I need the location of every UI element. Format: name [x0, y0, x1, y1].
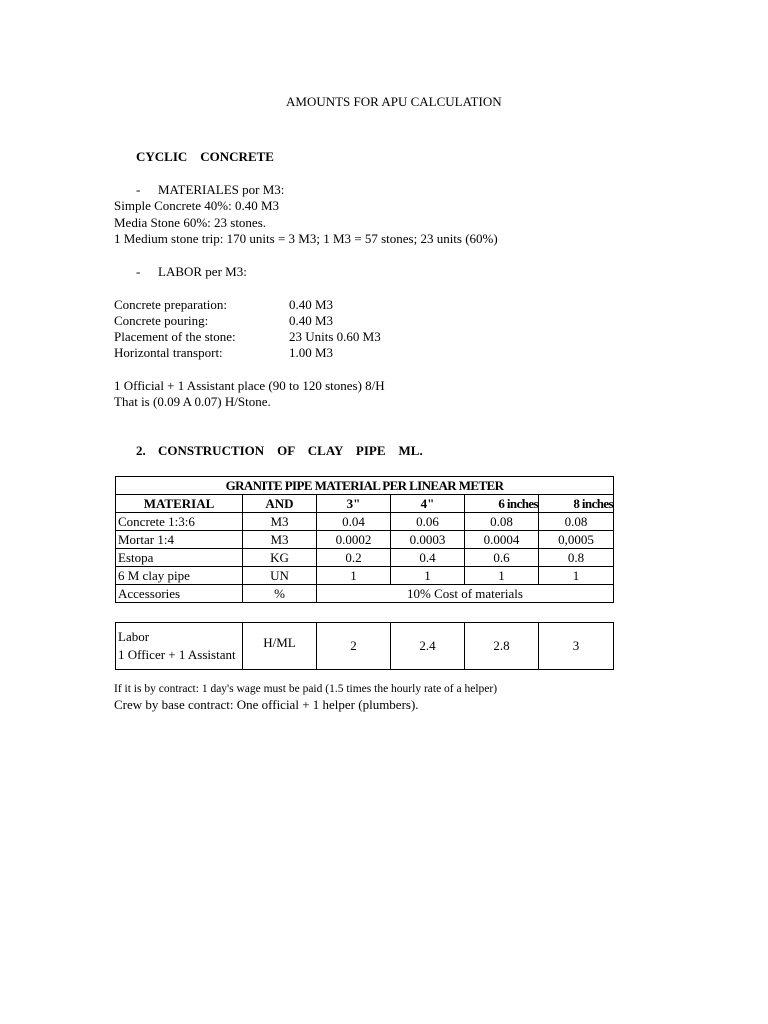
labor-item-name: Horizontal transport: [114, 345, 223, 360]
materials-line: Media Stone 60%: 23 stones. [114, 215, 267, 230]
table-row [116, 513, 614, 531]
header-cell: MATERIAL [116, 495, 243, 513]
materials-line: Simple Concrete 40%: 0.40 M3 [114, 198, 280, 213]
header-cell: 6 inches [465, 495, 539, 513]
table-cell: 0,0005 [539, 531, 614, 549]
header-cell: 3" [317, 495, 391, 513]
labor-item-name: Concrete preparation: [114, 297, 227, 312]
section-number: 2. [136, 443, 146, 458]
table-cell: 0.0002 [317, 531, 391, 549]
material-table-header-row [116, 495, 614, 513]
table-cell: 1 [465, 567, 539, 585]
table-cell: 1 [317, 567, 391, 585]
crew-note: Crew by base contract: One official + 1 helper (plumbers). [114, 697, 419, 712]
note-line: That is (0.09 A 0.07) H/Stone. [114, 394, 271, 409]
labor-label-line: Labor [118, 629, 150, 644]
note-line: 1 Official + 1 Assistant place (90 to 120 stones) 8/H [114, 378, 385, 393]
labor-value-cell: 2.8 [465, 623, 539, 670]
labor-label-line: 1 Officer + 1 Assistant [118, 647, 236, 662]
labor-item-value: 1.00 M3 [289, 345, 334, 360]
materials-bullet: - [136, 182, 141, 197]
labor-item-value: 0.40 M3 [289, 313, 334, 328]
labor-value-cell: 2 [317, 623, 391, 670]
table-cell: 0.2 [317, 549, 391, 567]
table-row-accessories [116, 585, 614, 603]
labor-table [115, 622, 614, 670]
header-cell: AND [243, 495, 317, 513]
section-heading-clay-pipe: CONSTRUCTION OF CLAY PIPE ML. [158, 443, 423, 458]
table-cell: Estopa [116, 549, 243, 567]
table-cell: % [243, 585, 317, 603]
table-cell: KG [243, 549, 317, 567]
header-cell: 8 inches [539, 495, 614, 513]
material-table-title: GRANITE PIPE MATERIAL PER LINEAR METER [116, 477, 614, 495]
labor-item-value: 0.40 M3 [289, 297, 334, 312]
table-cell: Accessories [116, 585, 243, 603]
table-cell-merged: 10% Cost of materials [317, 585, 614, 603]
material-table [115, 476, 614, 603]
header-cell: 4" [391, 495, 465, 513]
table-cell: 1 [391, 567, 465, 585]
section-heading-cyclic-concrete: CYCLIC CONCRETE [136, 149, 274, 164]
labor-value-cell: 3 [539, 623, 614, 670]
labor-bullet: - [136, 264, 141, 279]
table-row [116, 549, 614, 567]
labor-item-value: 23 Units 0.60 M3 [289, 329, 381, 344]
table-cell: M3 [243, 513, 317, 531]
labor-item-name: Placement of the stone: [114, 329, 236, 344]
materials-line: 1 Medium stone trip: 170 units = 3 M3; 1 M3 = 57 stones; 23 units (60%) [114, 231, 498, 246]
table-row [116, 531, 614, 549]
page-title: AMOUNTS FOR APU CALCULATION [286, 94, 502, 109]
table-cell: 1 [539, 567, 614, 585]
labor-item-name: Concrete pouring: [114, 313, 209, 328]
labor-unit-cell: H/ML [243, 623, 317, 670]
table-cell: 0.04 [317, 513, 391, 531]
labor-label: LABOR per M3: [158, 264, 247, 279]
table-cell: Concrete 1:3:6 [116, 513, 243, 531]
table-cell: Mortar 1:4 [116, 531, 243, 549]
table-cell: 0.4 [391, 549, 465, 567]
materials-label: MATERIALES por M3: [158, 182, 285, 197]
table-cell: 6 M clay pipe [116, 567, 243, 585]
table-row [116, 567, 614, 585]
table-cell: 0.0003 [391, 531, 465, 549]
contract-note: If it is by contract: 1 day's wage must be paid (1.5 times the hourly rate of a helper) [114, 683, 498, 695]
labor-label-cell [116, 623, 243, 670]
table-cell: 0.0004 [465, 531, 539, 549]
table-cell: UN [243, 567, 317, 585]
labor-value-cell: 2.4 [391, 623, 465, 670]
table-cell: 0.08 [465, 513, 539, 531]
table-cell: 0.8 [539, 549, 614, 567]
table-cell: 0.06 [391, 513, 465, 531]
table-cell: M3 [243, 531, 317, 549]
table-cell: 0.6 [465, 549, 539, 567]
table-cell: 0.08 [539, 513, 614, 531]
table-row [116, 623, 614, 670]
